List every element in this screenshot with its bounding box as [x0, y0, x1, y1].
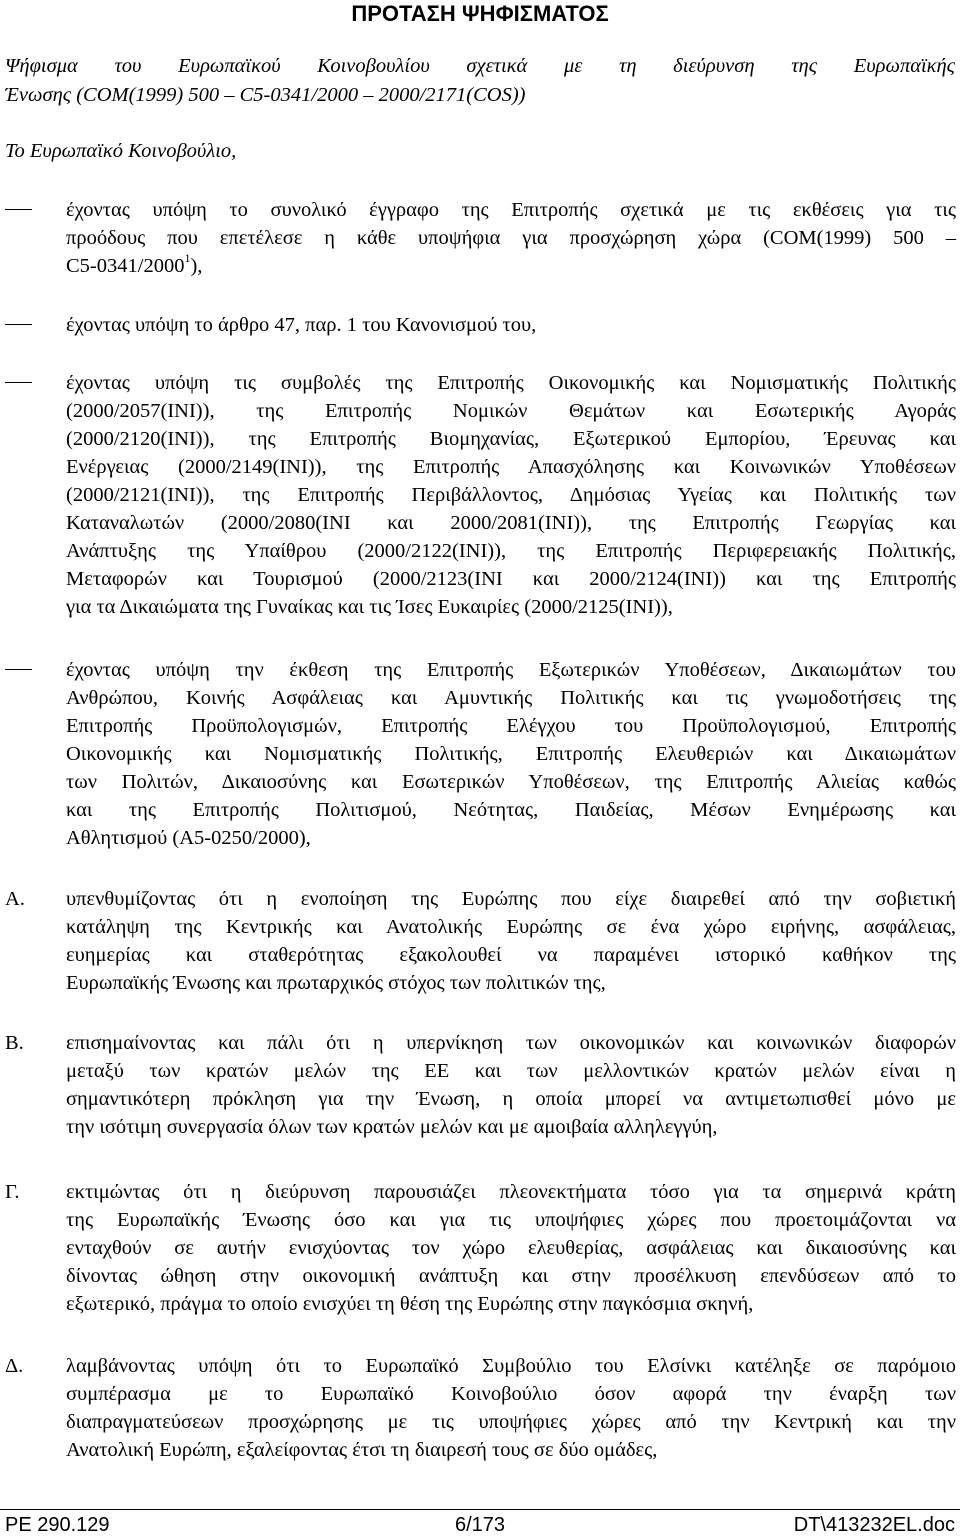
text-line: για τα Δικαιώματα της Γυναίκας και τις Ίσες Ευκαιρίες (2000/2125(INI)), — [66, 596, 673, 618]
text-line: ενταχθούν σε αυτήν ενισχύοντας τον χώρο ελευθερίας, ασφάλειας και δικαιοσύνης και — [66, 1237, 956, 1259]
text-line — [66, 252, 956, 280]
recital-marker: Γ. — [5, 1181, 20, 1203]
footnote-ref[interactable]: 1 — [184, 251, 191, 266]
text-line: επισημαίνοντας και πάλι ότι η υπερνίκηση των οικονομικών και κοινωνικών διαφορών — [66, 1032, 956, 1054]
text-line: δίνοντας ώθηση στην οικονομική ανάπτυξη και στην προσέλκυση επενδύσεων από το — [66, 1265, 956, 1287]
dash-marker — [5, 324, 32, 325]
text-line: (2000/2121(INI)), της Επιτροπής Περιβάλλοντος, Δημόσιας Υγείας και Πολιτικής των — [66, 484, 956, 506]
text-line: (2000/2120(INI)), της Επιτροπής Βιομηχανίας, Εξωτερικού Εμπορίου, Έρευνας και — [66, 428, 956, 450]
recital-text — [66, 1352, 956, 1464]
text-line: εκτιμώντας ότι η διεύρυνση παρουσιάζει πλεονεκτήματα τόσο για τα σημερινά κράτη — [66, 1181, 956, 1203]
text-line: έχοντας υπόψη τις συμβολές της Επιτροπής Οικονομικής και Νομισματικής Πολιτικής — [66, 372, 956, 394]
dash-marker — [5, 669, 32, 670]
dash-marker — [5, 382, 32, 383]
text-line: Επιτροπής Προϋπολογισμών, Επιτροπής Ελέγχου του Προϋπολογισμού, Επιτροπής — [66, 715, 956, 737]
recital-text — [66, 1178, 956, 1318]
text-line: ευημερίας και σταθερότητας εξακολουθεί να παραμένει ιστορικό καθήκον της — [66, 944, 956, 966]
footer-doc-ref: PE 290.129 — [5, 1514, 110, 1536]
recital-marker: A. — [5, 888, 25, 910]
text-line: Αθλητισμού (A5-0250/2000), — [66, 827, 311, 849]
consideration-text — [66, 311, 956, 339]
recital-text — [66, 1029, 956, 1141]
text-line: της Ευρωπαϊκής Ένωσης όσο και για τις υποψήφιες χώρες που προετοιμάζονται να — [66, 1209, 956, 1231]
text-line: Μεταφορών και Τουρισμού (2000/2123(INI και 2000/2124(INI)) και της Επιτροπής — [66, 568, 956, 590]
dash-marker — [5, 209, 32, 210]
text-fragment: C5-0341/2000 — [66, 255, 185, 277]
text-line: την ισότιμη συνεργασία όλων των κρατών μελών και με αμοιβαία αλληλεγγύη, — [66, 1116, 718, 1138]
subject-line-2: Ένωσης (COM(1999) 500 – C5-0341/2000 – 2000/2171(COS)) — [5, 84, 526, 106]
recital-text — [66, 885, 956, 997]
text-fragment: ), — [190, 255, 203, 277]
text-line: μεταξύ των κρατών μελών της ΕΕ και των μελλοντικών κρατών μελών είναι η — [66, 1060, 956, 1082]
text-line: Ανατολική Ευρώπη, εξαλείφοντας έτσι τη διαιρεσή τους σε δύο ομάδες, — [66, 1439, 658, 1461]
recital-marker: Δ. — [5, 1355, 24, 1377]
page-title: ΠΡΟΤΑΣΗ ΨΗΦΙΣΜΑΤΟΣ — [351, 1, 609, 26]
parliament-heading: Το Ευρωπαϊκό Κοινοβούλιο, — [5, 140, 237, 162]
text-line: Ευρωπαϊκής Ένωσης και πρωταρχικός στόχος των πολιτικών της, — [66, 972, 606, 994]
text-line: και της Επιτροπής Πολιτισμού, Νεότητας, Παιδείας, Μέσων Ενημέρωσης και — [66, 799, 956, 821]
subject-line-1: Ψήφισμα του Ευρωπαϊκού Κοινοβουλίου σχετικά με τη διεύρυνση της Ευρωπαϊκής — [5, 55, 955, 77]
text-line: (2000/2057(INI)), της Επιτροπής Νομικών Θεμάτων και Εσωτερικής Αγοράς — [66, 400, 956, 422]
consideration-text — [66, 196, 956, 280]
text-line: προόδους που επετέλεσε η κάθε υποψήφια για προσχώρηση χώρα (COM(1999) 500 – — [66, 227, 956, 249]
text-line: Καταναλωτών (2000/2080(INI και 2000/2081(INI)), της Επιτροπής Γεωργίας και — [66, 512, 956, 534]
text-line: συμπέρασμα με το Ευρωπαϊκό Κοινοβούλιο όσον αφορά την έναρξη των — [66, 1383, 956, 1405]
text-line: διαπραγματεύσεων προσχώρησης με τις υποψήφιες χώρες από την Κεντρική και την — [66, 1411, 956, 1433]
text-line: των Πολιτών, Δικαιοσύνης και Εσωτερικών Υποθέσεων, της Επιτροπής Αλιείας καθώς — [66, 771, 956, 793]
footer-page-number: 6/173 — [455, 1514, 506, 1536]
text-line: Ανάπτυξης της Υπαίθρου (2000/2122(INI)), της Επιτροπής Περιφερειακής Πολιτικής, — [66, 540, 956, 562]
text-line: έχοντας υπόψη την έκθεση της Επιτροπής Εξωτερικών Υποθέσεων, Δικαιωμάτων του — [66, 659, 956, 681]
resolution-subject — [5, 52, 955, 110]
footer-divider — [0, 1509, 960, 1510]
text-line: σημαντικότερη πρόκληση για την Ένωση, η οποία μπορεί να αντιμετωπισθεί μόνο με — [66, 1088, 956, 1110]
consideration-text — [66, 369, 956, 621]
text-line: έχοντας υπόψη το άρθρο 47, παρ. 1 του Κανονισμού του, — [66, 314, 537, 336]
text-line: Ανθρώπου, Κοινής Ασφάλειας και Αμυντικής Πολιτικής και τις γνωμοδοτήσεις της — [66, 687, 956, 709]
text-line: λαμβάνοντας υπόψη ότι το Ευρωπαϊκό Συμβούλιο του Ελσίνκι κατέληξε σε παρόμοιο — [66, 1355, 956, 1377]
text-line: έχοντας υπόψη το συνολικό έγγραφο της Επιτροπής σχετικά με τις εκθέσεις για τις — [66, 199, 956, 221]
recital-marker: B. — [5, 1032, 24, 1054]
text-line: Οικονομικής και Νομισματικής Πολιτικής, Επιτροπής Ελευθεριών και Δικαιωμάτων — [66, 743, 956, 765]
text-line: εξωτερικό, πράγμα το οποίο ενισχύει τη θέση της Ευρώπης στην παγκόσμια σκηνή, — [66, 1293, 754, 1315]
footer-file-name: DT\413232EL.doc — [793, 1514, 955, 1536]
consideration-text — [66, 656, 956, 852]
text-line: υπενθυμίζοντας ότι η ενοποίηση της Ευρώπης που είχε διαιρεθεί από την σοβιετική — [66, 888, 956, 910]
text-line: Ενέργειας (2000/2149(INI)), της Επιτροπής Απασχόλησης και Κοινωνικών Υποθέσεων — [66, 456, 956, 478]
text-line: κατάληψη της Κεντρικής και Ανατολικής Ευρώπης σε ένα χώρο ειρήνης, ασφάλειας, — [66, 916, 956, 938]
